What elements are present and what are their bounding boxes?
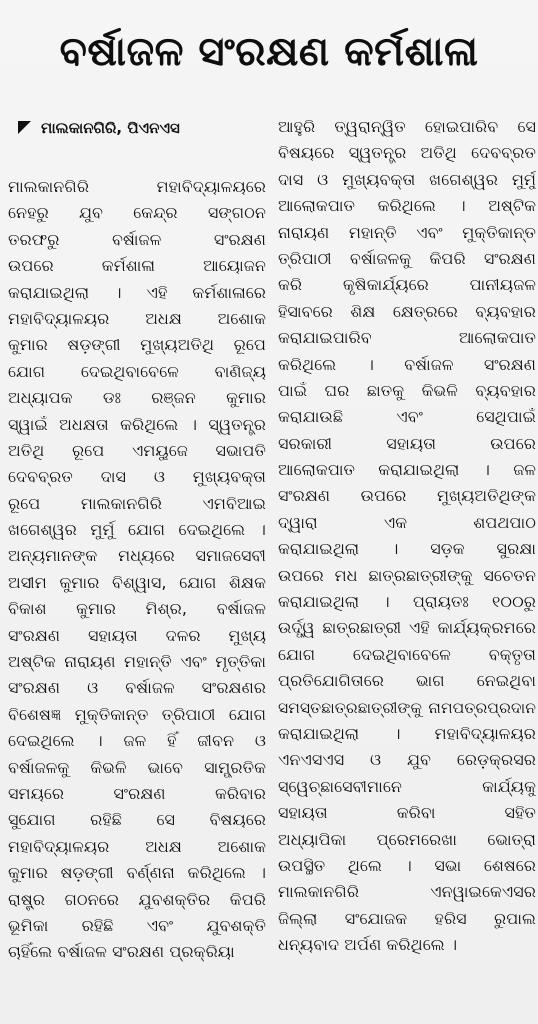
left-column-text: [8, 174, 266, 966]
text-line: ଯୋଗ ଦେଇଥିବାବେଳେ ବକ୍ତୃତା: [278, 644, 536, 664]
text-line: ପାଇଁ ଘର ଛାତକୁ କିଭଳି ବ୍ୟବହାର: [278, 380, 536, 400]
text-line: ହିସାବରେ ଶିକ୍ଷ କ୍ଷେତ୍ରରେ ବ୍ୟବହାର: [278, 301, 536, 321]
text-line: ସମୟରେ ସଂରକ୍ଷଣ କରିବାର: [8, 783, 266, 803]
text-line: ବିଶେଷଜ୍ଞ ମୁକ୍ତିକାନ୍ତ ତ୍ରିପାଠୀ ଯୋଗ: [8, 704, 266, 724]
headline: ବର୍ଷାଜଳ ସଂରକ୍ଷଣ କର୍ମଶାଳା: [59, 29, 479, 75]
left-column: [8, 114, 266, 1019]
text-line: ଅଷ୍ଟିକ ନାରାୟଣ ମହାନ୍ତି ଏବଂ ମୃତ୍ତିକା: [8, 652, 266, 672]
text-line: ଉପରେ ମଧ ଛାତ୍ରଛାତ୍ରୀଙ୍କୁ ସଚେତନ: [278, 565, 536, 585]
text-line: ଦେବବ୍ରତ ଦାସ ଓ ମୁଖ୍ୟବକ୍ତା: [8, 467, 266, 487]
text-line: ମାଲକାନଗିରି ମହାବିଦ୍ୟାଳୟରେ: [8, 177, 266, 196]
text-line: କରାଯାଇଥିଲା । ପ୍ରାୟତଃ ୧୦୦ରୁ: [278, 592, 536, 612]
text-line: ଦାସ ଓ ମୁଖ୍ୟବକ୍ତା ଖଗେଶ୍ୱର ମୁର୍ମୁ: [278, 169, 536, 189]
text-line: ବିକାଶ କୁମାର ମିଶ୍ର, ବର୍ଷାଜଳ: [8, 599, 266, 619]
text-line: ଦେଇଥିଲେ । ଜଳ ହିଁ ଜୀବନ ଓ: [8, 731, 266, 751]
text-line: ନେହରୁ ଯୁବ କେନ୍ଦ୍ର ସଙ୍ଗଠନ: [8, 203, 266, 223]
text-line: ରାଷ୍ଟ୍ର ଗଠନରେ ଯୁବଶକ୍ତିର କିପରି: [8, 889, 266, 909]
text-line: ମହାବିଦ୍ୟାଳୟର ଅଧକ୍ଷ ଅଶୋକ: [8, 308, 266, 328]
text-line: ଆହୁରି ତ୍ୱରାନ୍ୱିତ ହୋଇପାରିବ ସେ: [278, 117, 536, 136]
text-line: ଯୋଗ ଦେଇଥିବାବେଳେ ବାଣିଜ୍ୟ: [8, 361, 266, 381]
text-line: କରାଯାଇପାରିବ ଆଲୋକପାତ: [278, 328, 536, 348]
text-line: କରାଯାଇଥିଲା । ମହାବିଦ୍ୟାଳୟର: [278, 723, 536, 743]
text-line: ଅଧ୍ୟାପିକା ପ୍ରେମରେଖା ଭୋତ୍ରା: [278, 829, 536, 849]
text-line: କରାଯାଇଥିଲା । ସଡ଼କ ସୁରକ୍ଷା: [278, 539, 536, 559]
text-line: ଅତିଥି ରୂପେ ଏମୟୁଜେ ସଭାପତି: [8, 440, 266, 460]
dateline: [8, 114, 266, 142]
text-line: ଚାହିଁଲେ ବର୍ଷାଜଳ ସଂରକ୍ଷଣ ପ୍ରକ୍ରିୟା: [8, 942, 235, 962]
triangle-bullet-icon: [18, 121, 31, 134]
text-line: ସ୍ୱେଚ୍ଛାସେବୀମାନେ କାର୍ଯ୍ୟକୁ: [278, 776, 536, 796]
text-line: ଉର୍ଦ୍ଧ୍ୱ ଛାତ୍ରଛାତ୍ରୀ ଏହି କାର୍ଯ୍ୟକ୍ରମରେ: [278, 618, 536, 638]
text-line: ସଂରକ୍ଷଣ ଓ ବର୍ଷାଜଳ ସଂରକ୍ଷଣର: [8, 678, 266, 698]
text-line: ଏନଏସଏସ ଓ ଯୁବ ରେଡ଼କ୍ରସର: [278, 750, 536, 770]
text-line: ସହାୟତା କରିବା ସହିତ: [278, 803, 536, 823]
right-column: [278, 114, 536, 1019]
text-line: ଅସୀମ କୁମାର ବିଶ୍ୱାସ, ଯୋଗ ଶିକ୍ଷକ: [8, 572, 266, 592]
text-line: ଅନ୍ୟମାନଙ୍କ ମଧ୍ୟରେ ସମାଜସେବୀ: [8, 546, 266, 566]
text-line: ଉପସ୍ଥିତ ଥିଲେ । ସଭା ଶେଷରେ: [278, 855, 536, 875]
text-line: ନାରାୟଣ ମହାନ୍ତି ଏବଂ ମୁକ୍ତିକାନ୍ତ: [278, 222, 536, 242]
text-line: ସଂରକ୍ଷଣ ସହାୟତା ଦଳର ମୁଖ୍ୟ: [8, 625, 266, 645]
text-line: ଉପରେ କର୍ମଶାଳା ଆୟୋଜନ: [8, 256, 266, 276]
text-line: ସରକାରୀ ସହାୟତା ଉପରେ: [278, 433, 536, 453]
text-line: ଜିଲ୍ଲା ସଂଯୋଜକ ହରିସ ରୁପାଲ: [278, 908, 536, 928]
text-line: ବର୍ଷାଜଳକୁ କିଭଳି ଭାବେ ସାମ୍ପ୍ରତିକ: [8, 757, 266, 777]
text-line: ସ୍ୱାଇଁ ଅଧକ୍ଷତା କରିଥିଲେ । ସ୍ୱତନ୍ତ୍ର: [8, 414, 266, 434]
text-line: ଅଧ୍ୟାପକ ଡଃ ରଞ୍ଜନ କୁମାର: [8, 388, 266, 408]
text-line: କୁମାର ଷଡ଼ଙ୍ଗୀ ବର୍ଣ୍ଣନା କରିଥିଲେ ।: [8, 863, 266, 883]
text-line: ତ୍ରିପାଠୀ ବର୍ଷାଜଳକୁ କିପରି ସଂରକ୍ଷଣ: [278, 248, 536, 268]
text-line: ସୁଯୋଗ ରହିଛି ସେ ବିଷୟରେ: [8, 810, 266, 830]
text-line: ମହାବିଦ୍ୟାଳୟର ଅଧକ୍ଷ ଅଶୋକ: [8, 836, 266, 856]
text-line: ସଂରକ୍ଷଣ ଉପରେ ମୁଖ୍ୟଅତିଥିଙ୍କ: [278, 486, 536, 506]
text-line: ପ୍ରତିଯୋଗିତାରେ ଭାଗ ନେଇଥିବା: [278, 671, 536, 691]
text-line: ବିଷୟରେ ସ୍ୱତନ୍ତ୍ର ଅତିଥି ଦେବବ୍ରତ: [278, 143, 536, 163]
text-line: କରାଯାଇଥିଲା । ଏହି କର୍ମଶାଳାରେ: [8, 282, 266, 302]
text-line: କରି କୃଷିକାର୍ଯ୍ୟରେ ପାନୀୟଜଳ: [278, 275, 536, 295]
text-line: ସମସ୍ତଛାତ୍ରଛାତ୍ରୀଙ୍କୁ ନାମପତ୍ରପ୍ରଦାନ: [278, 698, 536, 717]
text-line: କୁମାର ଷଡ଼ଙ୍ଗୀ ମୁଖ୍ୟଅତିଥି ରୂପେ: [8, 335, 266, 355]
text-line: ଖଗେଶ୍ୱର ମୁର୍ମୁ ଯୋଗ ଦେଇଥିଲେ ।: [8, 520, 266, 540]
text-line: କରାଯାଉଛି ଏବଂ ସେଥିପାଇଁ: [278, 407, 536, 427]
text-line: କରିଥିଲେ । ବର୍ଷାଜଳ ସଂରକ୍ଷଣ: [278, 354, 536, 374]
text-line: ଆଲୋକପାତ କରାଯାଇଥିଲା । ଜଳ: [278, 460, 536, 480]
text-line: ମାଲକାନଗିରି ଏନୱାଇକେଏସର: [278, 882, 536, 902]
text-line: ତରଫରୁ ବର୍ଷାଜଳ ସଂରକ୍ଷଣ: [8, 229, 266, 249]
text-line: ଧନ୍ୟବାଦ ଅର୍ପଣ କରିଥିଲେ ।: [278, 935, 458, 955]
text-line: ଭୂମିକା ରହିଛି ଏବଂ ଯୁବଶକ୍ତି: [8, 915, 266, 935]
text-line: ଆଲୋକପାତ କରିଥିଲେ । ଅଷ୍ଟିକ: [278, 196, 536, 216]
text-line: ଦ୍ୱାରା ଏକ ଶପଥପାଠ: [278, 512, 536, 532]
right-column-text: [278, 114, 536, 959]
dateline-text: ମାଲକାନଗିରି, ପିଏନଏସ: [41, 118, 180, 137]
text-line: ରୂପେ ମାଲକାନଗିରି ଏମବିଆଇ: [8, 493, 266, 513]
